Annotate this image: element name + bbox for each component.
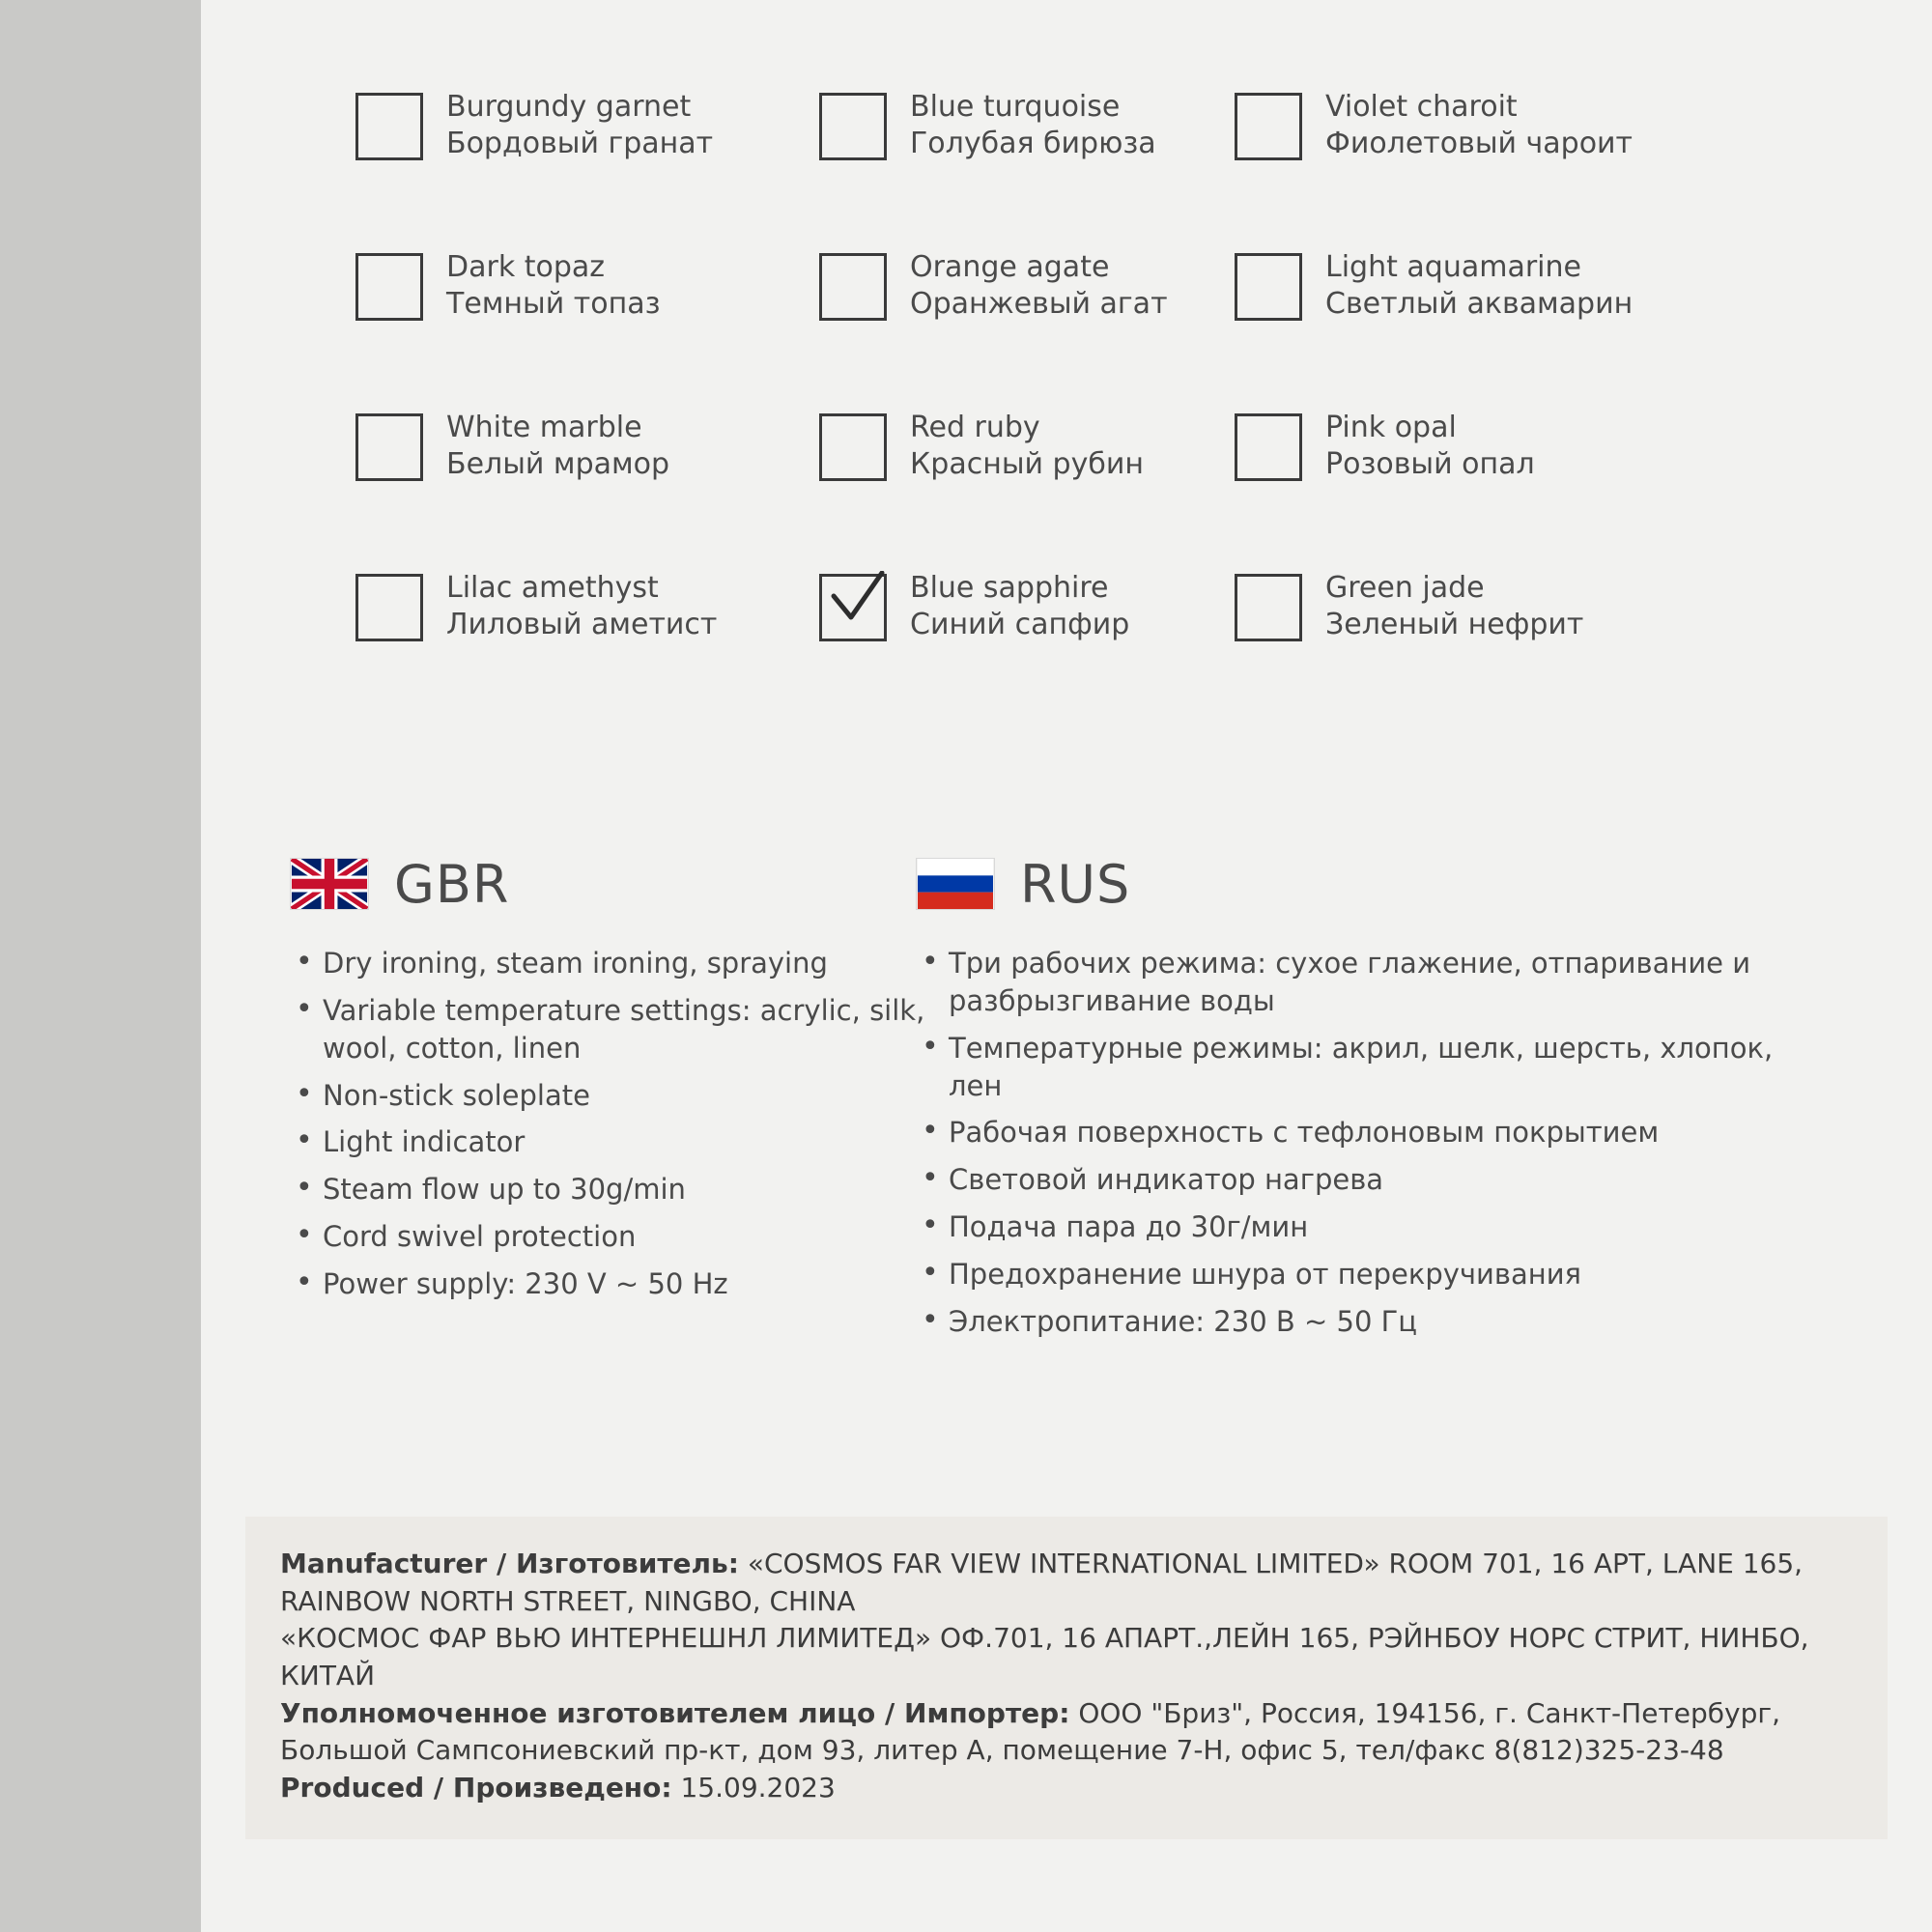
color-label-en: Burgundy garnet — [446, 90, 692, 124]
manufacturer-label: Manufacturer / Изготовитель: — [280, 1548, 739, 1579]
color-label-ru: Светлый аквамарин — [1325, 287, 1634, 322]
color-labels — [446, 570, 717, 644]
language-label-gbr: GBR — [394, 853, 510, 915]
checkbox-light-aquamarine[interactable] — [1235, 253, 1302, 321]
importer-value: ООО "Бриз", Россия, 194156, г. Санкт-Петербург, Большой Сампсониевский пр-кт, дом 93, литер А, помещение 7-Н, офис 5, тел/факс 8(812)325-23-48 — [280, 1696, 1780, 1767]
checkbox-orange-agate[interactable] — [819, 253, 887, 321]
manufacturer-line — [280, 1546, 1853, 1620]
color-label-en: White marble — [446, 411, 642, 444]
checkbox-white-marble[interactable] — [355, 413, 423, 481]
color-label-ru: Белый мрамор — [446, 447, 670, 482]
color-option[interactable] — [819, 410, 1235, 570]
color-label-ru: Голубая бирюза — [910, 127, 1156, 161]
feature-item: • Электропитание: 230 В ~ 50 Гц — [916, 1303, 1824, 1341]
uk-flag-icon — [290, 858, 369, 910]
feature-item: • Три рабочих режима: сухое глажение, отпаривание и разбрызгивание воды — [916, 945, 1824, 1020]
feature-item: • Подача пара до 30г/мин — [916, 1208, 1824, 1246]
feature-item: • Предохранение шнура от перекручивания — [916, 1256, 1824, 1293]
feature-item: • Steam flow up to 30g/min — [290, 1171, 985, 1208]
language-header-rus — [916, 850, 1824, 918]
color-option[interactable] — [1235, 410, 1650, 570]
color-option[interactable] — [355, 570, 819, 730]
color-label-ru: Зеленый нефрит — [1325, 608, 1584, 642]
color-labels — [446, 249, 661, 324]
color-label-en: Dark topaz — [446, 250, 606, 284]
color-labels — [446, 89, 713, 163]
color-label-ru: Темный топаз — [446, 287, 661, 322]
color-labels — [1325, 89, 1633, 163]
importer-line — [280, 1695, 1853, 1770]
color-labels — [910, 410, 1144, 484]
color-label-en: Violet charoit — [1325, 90, 1518, 124]
produced-line — [280, 1770, 1853, 1807]
feature-item: • Light indicator — [290, 1123, 985, 1161]
feature-item: • Температурные режимы: акрил, шелк, шерсть, хлопок, лен — [916, 1030, 1824, 1105]
feature-item: • Non-stick soleplate — [290, 1077, 985, 1115]
color-label-ru: Синий сапфир — [910, 608, 1130, 642]
color-labels — [1325, 570, 1583, 644]
language-label-rus: RUS — [1020, 853, 1131, 915]
color-label-en: Red ruby — [910, 411, 1040, 444]
checkbox-blue-sapphire[interactable] — [819, 574, 887, 641]
color-label-ru: Оранжевый агат — [910, 287, 1168, 322]
color-labels — [910, 570, 1129, 644]
feature-item: • Variable temperature settings: acrylic, silk, wool, cotton, linen — [290, 992, 985, 1067]
color-label-ru: Лиловый аметист — [446, 608, 718, 642]
produced-value: 15.09.2023 — [671, 1771, 836, 1804]
color-labels — [910, 249, 1168, 324]
color-option[interactable] — [1235, 249, 1650, 410]
feature-item: • Dry ironing, steam ironing, spraying — [290, 945, 985, 982]
color-option[interactable] — [355, 249, 819, 410]
manufacturer-value-en: «COSMOS FAR VIEW INTERNATIONAL LIMITED» ROOM 701, 16 APT, LANE 165, RAINBOW NORTH STREET, NINGBO, CHINA — [280, 1548, 1804, 1617]
features-column-rus — [916, 850, 1824, 1350]
manufacturer-info-block — [245, 1517, 1888, 1839]
color-label-en: Light aquamarine — [1325, 250, 1581, 284]
color-label-en: Green jade — [1325, 571, 1485, 605]
feature-list-rus — [916, 945, 1824, 1341]
color-label-en: Pink opal — [1325, 411, 1457, 444]
color-labels — [1325, 410, 1535, 484]
color-label-en: Blue turquoise — [910, 90, 1121, 124]
color-label-ru: Бордовый гранат — [446, 127, 714, 161]
checkbox-lilac-amethyst[interactable] — [355, 574, 423, 641]
feature-list-gbr — [290, 945, 985, 1303]
color-option[interactable] — [355, 89, 819, 249]
manufacturer-value-ru: «КОСМОС ФАР ВЬЮ ИНТЕРНЕШНЛ ЛИМИТЕД» ОФ.701, 16 АПАРТ.,ЛЕЙН 165, РЭЙНБОУ НОРС СТРИТ, НИНБО, КИТАЙ — [280, 1622, 1809, 1691]
color-label-en: Lilac amethyst — [446, 571, 659, 605]
color-option[interactable] — [1235, 89, 1650, 249]
checkbox-pink-opal[interactable] — [1235, 413, 1302, 481]
color-option[interactable] — [819, 570, 1235, 730]
color-option[interactable] — [819, 89, 1235, 249]
color-label-ru: Фиолетовый чароит — [1325, 127, 1634, 161]
color-labels — [1325, 249, 1633, 324]
feature-item: • Power supply: 230 V ~ 50 Hz — [290, 1265, 985, 1303]
color-label-en: Orange agate — [910, 250, 1110, 284]
product-label-page — [201, 0, 1932, 1932]
checkbox-violet-charoit[interactable] — [1235, 93, 1302, 160]
checkbox-burgundy-garnet[interactable] — [355, 93, 423, 160]
color-label-ru: Розовый опал — [1325, 447, 1535, 482]
language-header-gbr — [290, 850, 985, 918]
color-option[interactable] — [1235, 570, 1650, 730]
color-option[interactable] — [355, 410, 819, 570]
color-label-en: Blue sapphire — [910, 571, 1109, 605]
feature-item: • Cord swivel protection — [290, 1218, 985, 1256]
produced-label: Produced / Произведено: — [280, 1771, 672, 1804]
importer-label: Уполномоченное изготовителем лицо / Импортер: — [280, 1696, 1070, 1729]
color-labels — [446, 410, 669, 484]
color-options-grid — [355, 89, 1833, 730]
features-column-gbr — [290, 850, 985, 1313]
checkbox-dark-topaz[interactable] — [355, 253, 423, 321]
color-option[interactable] — [819, 249, 1235, 410]
color-labels — [910, 89, 1156, 163]
checkbox-red-ruby[interactable] — [819, 413, 887, 481]
feature-item: • Световой индикатор нагрева — [916, 1161, 1824, 1199]
color-label-ru: Красный рубин — [910, 447, 1144, 482]
checkbox-green-jade[interactable] — [1235, 574, 1302, 641]
checkbox-blue-turquoise[interactable] — [819, 93, 887, 160]
feature-item: • Рабочая поверхность с тефлоновым покрытием — [916, 1114, 1824, 1151]
checkmark-icon — [828, 571, 886, 629]
russia-flag-icon — [916, 858, 995, 910]
